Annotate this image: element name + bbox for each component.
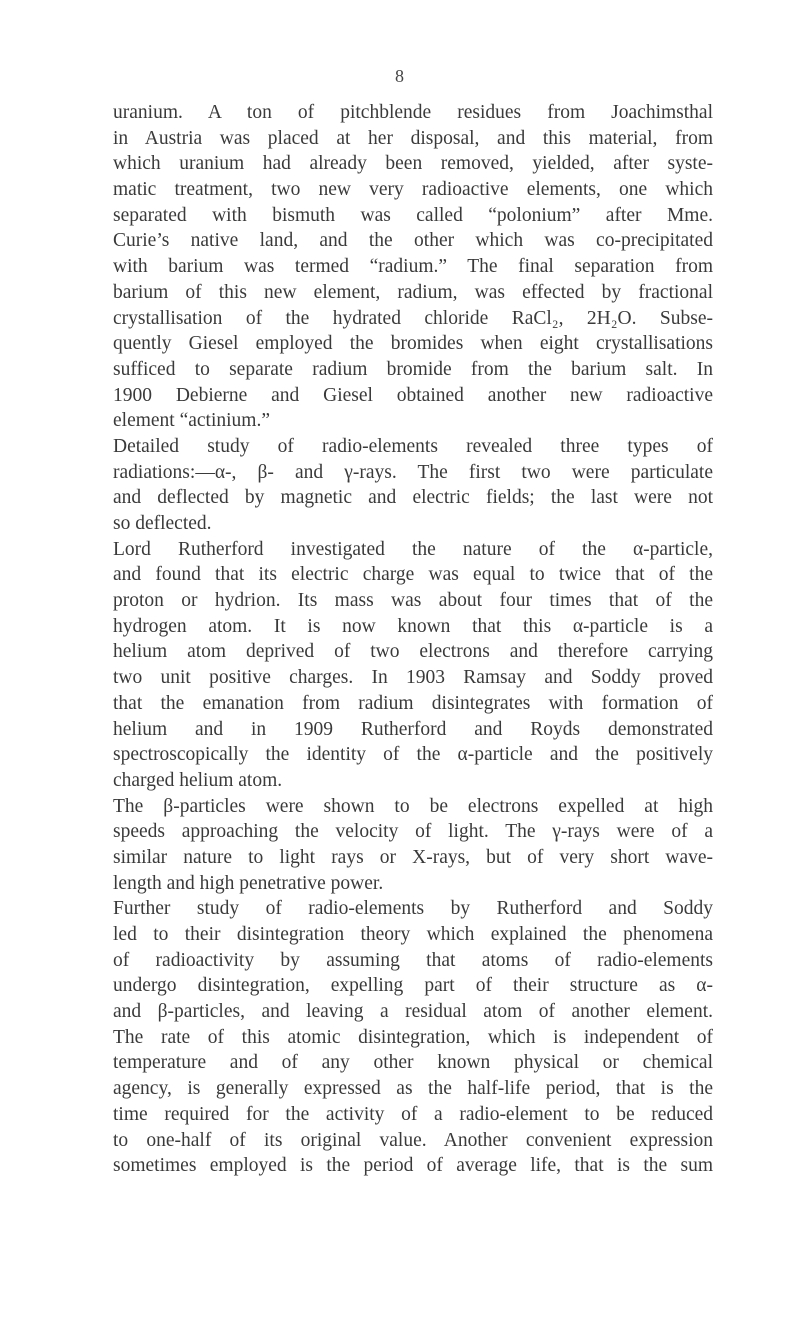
text-line: quently Giesel employed the bromides when eight crystallisations xyxy=(113,333,713,355)
page-number: 8 xyxy=(395,66,405,86)
text-line: with barium was termed “radium.” The final separation from xyxy=(113,256,713,278)
text-line: and found that its electric charge was equal to twice that of the xyxy=(113,564,713,586)
text-line: time required for the activity of a radio-element to be reduced xyxy=(113,1103,713,1125)
text-line: matic treatment, two new very radioactive elements, one which xyxy=(113,179,713,201)
text-line: agency, is generally expressed as the half-life period, that is the xyxy=(113,1078,713,1100)
text-line: hydrogen atom. It is now known that this α-particle is a xyxy=(113,615,713,637)
text-line: charged helium atom. xyxy=(113,769,283,791)
text-line: sometimes employed is the period of average life, that is the sum xyxy=(113,1155,713,1177)
text-line: Curie’s native land, and the other which was co-precipitated xyxy=(113,230,713,252)
text-line: length and high penetrative power. xyxy=(113,872,384,894)
text-line: two unit positive charges. In 1903 Ramsay and Soddy proved xyxy=(113,667,713,689)
text-line: so deflected. xyxy=(113,513,212,534)
text-line: to one-half of its original value. Another convenient expression xyxy=(113,1129,713,1151)
text-line: uranium. A ton of pitchblende residues from Joachimsthal xyxy=(113,102,713,123)
text-line: Further study of radio-elements by Rutherford and Soddy xyxy=(113,898,713,920)
text-line: temperature and of any other known physical or chemical xyxy=(113,1052,713,1074)
text-line: spectroscopically the identity of the α-particle and the positively xyxy=(113,744,713,766)
text-line: led to their disintegration theory which explained the phenomena xyxy=(113,924,713,945)
text-line: helium atom deprived of two electrons and therefore carrying xyxy=(113,641,713,663)
text-line: helium and in 1909 Rutherford and Royds demonstrated xyxy=(113,718,713,740)
text-line: 1900 Debierne and Giesel obtained another new radioactive xyxy=(113,384,713,406)
text-line: speeds approaching the velocity of light. The γ-rays were of a xyxy=(113,821,713,843)
text-line: undergo disintegration, expelling part of their structure as α- xyxy=(113,975,713,997)
text-line: in Austria was placed at her disposal, and this material, from xyxy=(113,127,713,149)
text-line: Detailed study of radio-elements revealed three types of xyxy=(113,435,713,457)
text-line: element “actinium.” xyxy=(113,410,271,432)
text-line: similar nature to light rays or X-rays, but of very short wave- xyxy=(113,846,713,868)
text-line: barium of this new element, radium, was effected by fractional xyxy=(113,281,713,303)
text-line: and β-particles, and leaving a residual atom of another element. xyxy=(113,1001,713,1023)
text-line: that the emanation from radium disintegrates with formation of xyxy=(113,692,713,714)
text-line: Lord Rutherford investigated the nature of the α-particle, xyxy=(113,538,713,560)
text-line: crystallisation of the hydrated chloride RaCl₂, 2H₂O. Subse- xyxy=(113,307,713,329)
body-text xyxy=(113,100,713,1179)
text-line: separated with bismuth was called “polonium” after Mme. xyxy=(113,204,713,226)
text-line: radiations:—α-, β- and γ-rays. The first two were particulate xyxy=(113,461,713,483)
text-line: The β-particles were shown to be electrons expelled at high xyxy=(113,795,713,817)
text-line: sufficed to separate radium bromide from the barium salt. In xyxy=(113,358,713,380)
text-line: of radioactivity by assuming that atoms of radio-elements xyxy=(113,949,713,971)
text-line: which uranium had already been removed, yielded, after syste- xyxy=(113,153,713,175)
text-line: and deflected by magnetic and electric fields; the last were not xyxy=(113,487,713,509)
text-line: The rate of this atomic disintegration, which is independent of xyxy=(113,1026,713,1048)
text-line: proton or hydrion. Its mass was about four times that of the xyxy=(113,590,713,612)
